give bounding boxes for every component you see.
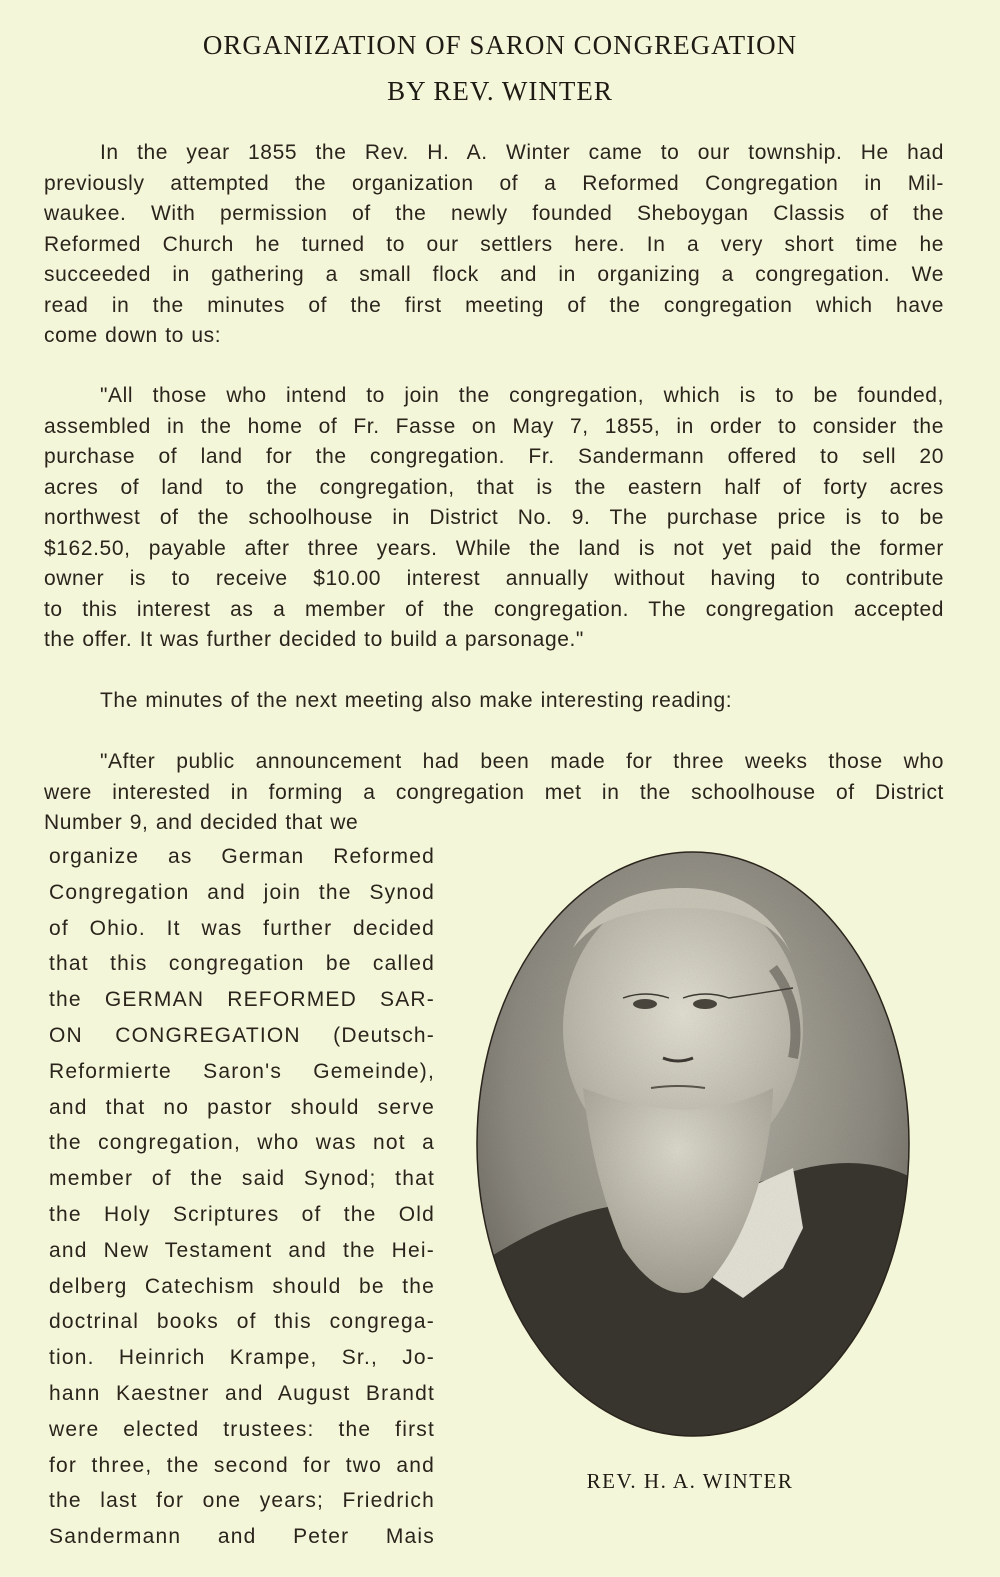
text-line: Sandermann and Peter Mais: [49, 1525, 435, 1549]
text-line: come down to us:: [44, 324, 222, 347]
text-line: member of the said Synod; that: [49, 1167, 435, 1191]
text-line: Congregation and join the Synod: [49, 880, 435, 904]
transition-sentence: [44, 686, 944, 717]
text-line: $162.50, payable after three years. While the land is not yet paid the former: [44, 536, 944, 560]
text-line: were interested in forming a congregation met in the schoolhouse of District: [44, 780, 944, 804]
text-line: the Holy Scriptures of the Old: [49, 1202, 435, 1226]
text-line: the last for one years; Friedrich: [49, 1489, 435, 1513]
page-title: ORGANIZATION OF SARON CONGREGATION: [202, 30, 798, 60]
oval-portrait-image: [473, 848, 913, 1440]
text-line: delberg Catechism should be the: [49, 1274, 435, 1298]
text-line: that this congregation be called: [49, 952, 435, 976]
text-line: previously attempted the organization of a Reformed Congregation in Mil-: [44, 171, 944, 195]
portrait-photo: [473, 848, 913, 1440]
text-line: to this interest as a member of the congregation. The congregation accepted: [44, 597, 944, 621]
text-line: of Ohio. It was further decided: [49, 916, 435, 940]
second-minutes-quote-column: [49, 839, 435, 1555]
text-line: The minutes of the next meeting also make interesting reading:: [100, 689, 733, 712]
left-eye: [633, 999, 657, 1009]
text-line: for three, the second for two and: [49, 1453, 435, 1477]
text-line: doctrinal books of this congrega-: [49, 1310, 435, 1334]
text-line: and New Testament and the Hei-: [49, 1238, 435, 1262]
text-line: Reformierte Saron's Gemeinde),: [49, 1059, 435, 1083]
text-line: the congregation, who was not a: [49, 1131, 435, 1155]
text-line: tion. Heinrich Krampe, Sr., Jo-: [49, 1346, 435, 1370]
text-line: and that no pastor should serve: [49, 1095, 435, 1119]
right-eye: [693, 999, 717, 1009]
text-line: owner is to receive $10.00 interest annually without having to contribute: [44, 567, 944, 590]
text-line: waukee. With permission of the newly founded Sheboygan Classis of the: [44, 202, 944, 225]
text-line: succeeded in gathering a small flock and in organizing a congregation. We: [44, 263, 944, 286]
text-line: Number 9, and decided that we: [44, 811, 359, 834]
page-subtitle: BY REV. WINTER: [387, 76, 613, 106]
text-line: the offer. It was further decided to build a parsonage.": [44, 628, 584, 651]
intro-paragraph: [44, 138, 944, 352]
text-line: read in the minutes of the first meeting of the congregation which have: [44, 293, 944, 317]
text-line: hann Kaestner and August Brandt: [49, 1381, 435, 1405]
text-line: were elected trustees: the first: [49, 1417, 435, 1441]
text-line: assembled in the home of Fr. Fasse on May 7, 1855, in order to consider the: [44, 414, 944, 438]
text-line: acres of land to the congregation, that is the eastern half of forty acres: [44, 475, 944, 499]
text-line: "After public announcement had been made for three weeks those who: [100, 750, 944, 773]
first-minutes-quote: [44, 381, 944, 656]
text-line: the GERMAN REFORMED SAR-: [49, 988, 435, 1012]
text-line: northwest of the schoolhouse in District No. 9. The purchase price is to be: [44, 506, 944, 529]
text-line: "All those who intend to join the congregation, which is to be founded,: [100, 384, 944, 407]
text-line: Reformed Church he turned to our settlers here. In a very short time he: [44, 232, 944, 256]
text-line: purchase of land for the congregation. Fr. Sandermann offered to sell 20: [44, 445, 944, 468]
text-line: organize as German Reformed: [49, 845, 435, 868]
text-line: ON CONGREGATION (Deutsch-: [49, 1023, 435, 1047]
second-minutes-quote: [44, 747, 944, 839]
text-line: In the year 1855 the Rev. H. A. Winter came to our township. He had: [100, 141, 944, 164]
portrait-caption: REV. H. A. WINTER: [586, 1469, 794, 1493]
